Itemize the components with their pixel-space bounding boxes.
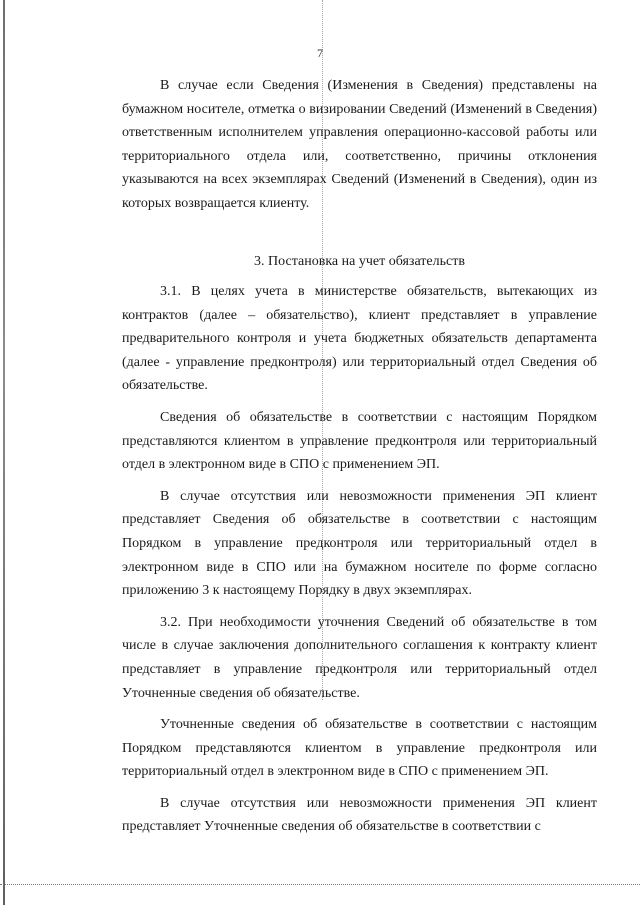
paragraph-electronic-submission: Сведения об обязательстве в соответствии с настоящим Порядком представляются клиентом в управление предконтроля или территориальный отдел в электронном виде в СПО с применением ЭП. — [122, 409, 597, 473]
paragraph-paper-submission: В случае отсутствия или невозможности применения ЭП клиент представляет Сведения об обязательстве в соответствии с настоящим Порядком в управление предконтроля или территориальный отдел в электронном виде в СПО или на бумажном носителе по форме согласно приложению 3 к настоящему Порядку в двух экземплярах. — [122, 488, 597, 599]
paragraph-refined-electronic: Уточненные сведения об обязательстве в соответствии с настоящим Порядком представляются клиентом в управление предконтроля или территориальный отдел в электронном виде в СПО с применением ЭП. — [122, 717, 597, 780]
intro-paragraph: В случае если Сведения (Изменения в Сведения) представлены на бумажном носителе, отметка о визировании Сведений (Изменений в Сведения) ответственным исполнителем управления операционно-кассовой работы или территориального отдела или, соответственно, причины отклонения указываются на всех экземплярах Сведений (Изменений в Сведения), один из которых возвращается клиенту. — [122, 78, 597, 211]
intro-block — [122, 74, 597, 216]
paragraph-refined-paper: В случае отсутствия или невозможности применения ЭП клиент представляет Уточненные сведения об обязательстве в соответствии с — [122, 795, 597, 835]
paragraph-3-1: 3.1. В целях учета в министерстве обязательств, вытекающих из контрактов (далее – обязательство), клиент представляет в управление предварительного контроля и учета бюджетных обязательств департамента (далее - управление предконтроля) или территориальный отдел Сведения об обязательстве. — [122, 284, 597, 394]
scan-bottom-line — [0, 884, 640, 886]
section-body — [122, 280, 597, 839]
paragraph-3-2: 3.2. При необходимости уточнения Сведений об обязательстве в том числе в случае заключения дополнительного соглашения к контракту клиент представляет в управление предконтроля или территориальный отдел Уточненные сведения об обязательстве. — [122, 614, 597, 701]
scan-left-edge — [3, 0, 5, 905]
section-heading: 3. Постановка на учет обязательств — [254, 254, 465, 269]
page-number: 7 — [317, 46, 323, 60]
